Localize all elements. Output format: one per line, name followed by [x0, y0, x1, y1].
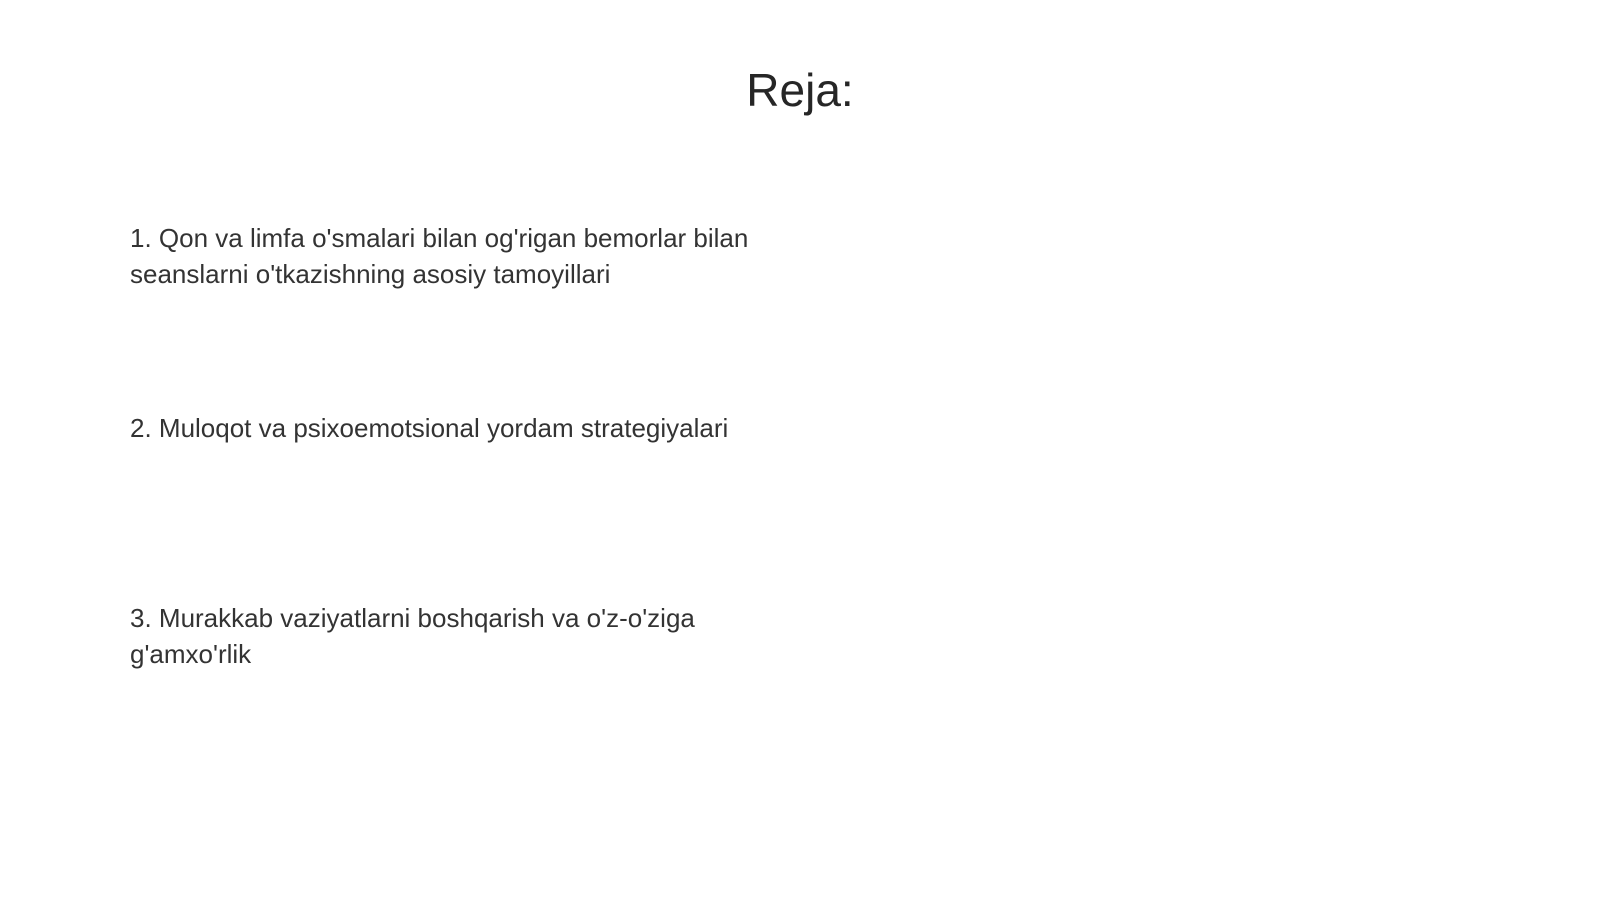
plan-item-1: 1. Qon va limfa o'smalari bilan og'rigan bemorlar bilan seanslarni o'tkazishning asosiy tamoyillari	[130, 223, 749, 289]
plan-item-3: 3. Murakkab vaziyatlarni boshqarish va o'z-o'ziga g'amxo'rlik	[130, 603, 695, 669]
slide-title: Reja:	[746, 64, 854, 116]
plan-item-2: 2. Muloqot va psixoemotsional yordam strategiyalari	[130, 413, 729, 443]
